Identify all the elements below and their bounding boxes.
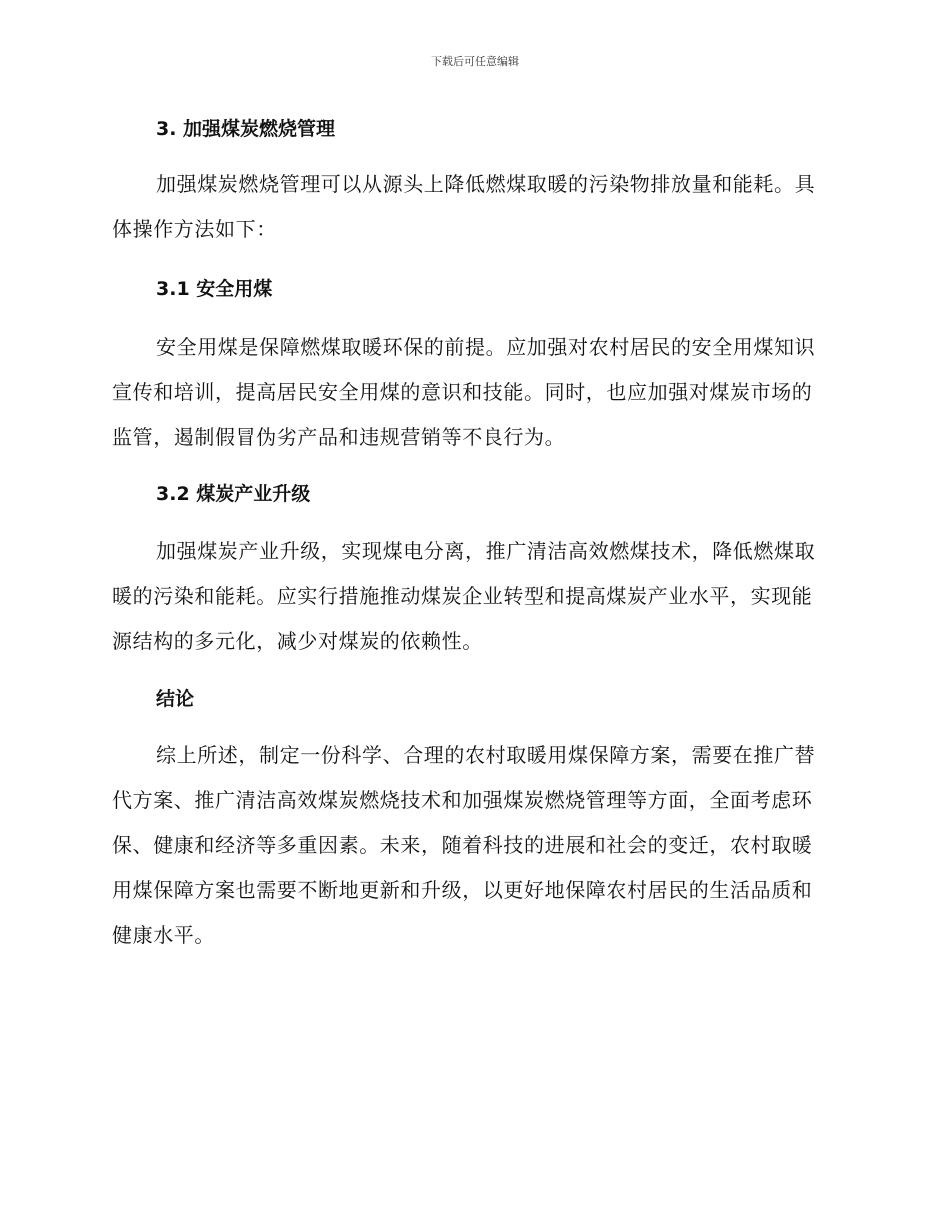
section-paragraph-coal-industry-upgrade: 加强煤炭产业升级，实现煤电分离，推广清洁高效燃煤技术，降低燃煤取暖的污染和能耗。应实行措施推动煤炭企业转型和提高煤炭产业水平，实现能源结构的多元化，减少对煤炭的依赖性。 (112, 539, 816, 653)
section-paragraph-safe-coal-use: 安全用煤是保障燃煤取暖环保的前提。应加强对农村居民的安全用煤知识宣传和培训，提高居民安全用煤的意识和技能。同时，也应加强对煤炭市场的监管，遏制假冒伪劣产品和违规营销等不良行为。 (112, 335, 816, 449)
section-heading-coal-industry-upgrade: 3.2 煤炭产业升级 (156, 483, 311, 505)
section-paragraph-conclusion: 综上所述，制定一份科学、合理的农村取暖用煤保障方案，需要在推广替代方案、推广清洁高效煤炭燃烧技术和加强煤炭燃烧管理等方面，全面考虑环保、健康和经济等多重因素。未来，随着科技的进展和社会的变迁，农村取暖用煤保障方案也需要不断地更新和升级，以更好地保障农村居民的生活品质和健康水平。 (112, 743, 816, 947)
section-paragraph-coal-combustion-management: 加强煤炭燃烧管理可以从源头上降低燃煤取暖的污染物排放量和能耗。具体操作方法如下： (112, 172, 816, 241)
page-header-note: 下载后可任意编辑 (431, 55, 519, 68)
section-heading-coal-combustion-management: 3. 加强煤炭燃烧管理 (156, 118, 336, 140)
section-heading-conclusion: 结论 (156, 688, 195, 710)
section-heading-safe-coal-use: 3.1 安全用煤 (156, 278, 273, 300)
